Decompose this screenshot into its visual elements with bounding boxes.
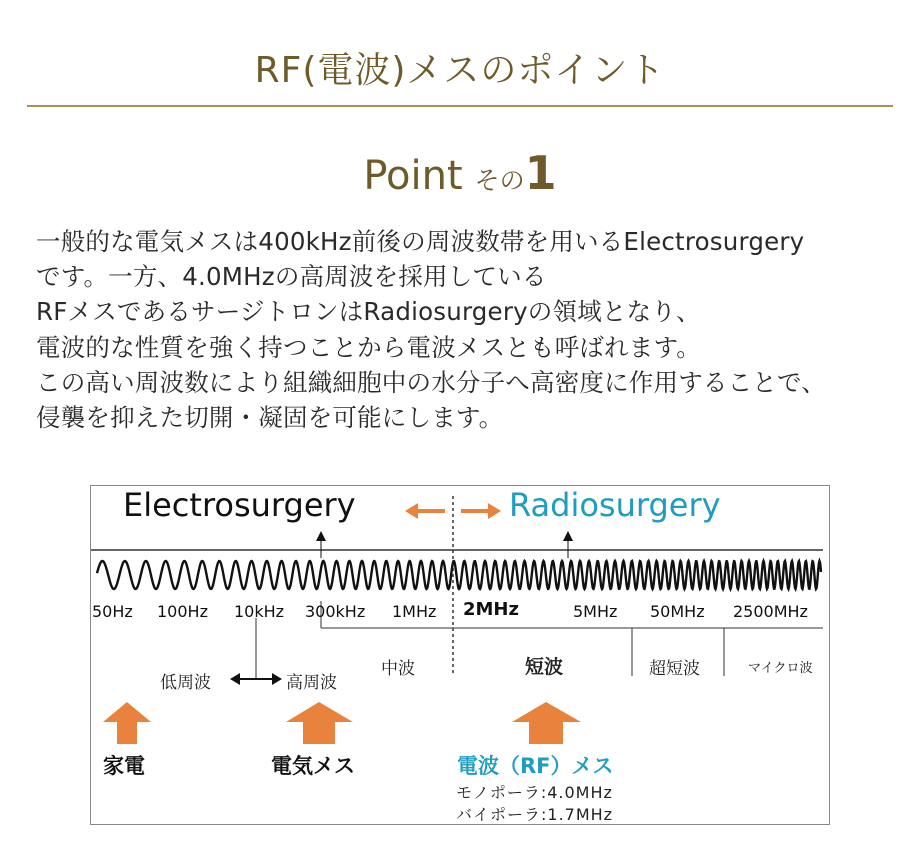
body-paragraph	[36, 224, 896, 435]
freq-label: 50Hz	[92, 602, 133, 621]
point-word: Point	[363, 153, 463, 199]
frequency-diagram	[90, 485, 830, 825]
monopolar-spec: モノポーラ:4.0MHz	[456, 783, 613, 802]
electrosurgery-arrow-icon	[286, 702, 353, 744]
band-low-frequency: 低周波	[160, 673, 211, 693]
freq-label: 300kHz	[305, 602, 366, 621]
freq-label: 100Hz	[157, 602, 208, 621]
title-divider	[27, 105, 893, 107]
body-line: 電波的な性質を強く持つことから電波メスとも呼ばれます。	[36, 332, 701, 362]
category-rf: 電波（RF）メス	[457, 754, 614, 778]
body-line: 侵襲を抑えた切開・凝固を可能にします。	[36, 403, 504, 433]
category-appliance: 家電	[103, 754, 145, 778]
band-medium-wave: 中波	[381, 659, 415, 679]
electrosurgery-label: Electrosurgery	[123, 486, 356, 524]
radiosurgery-pointer-icon	[563, 531, 573, 558]
category-electrosurgery: 電気メス	[271, 754, 355, 778]
band-microwave: マイクロ波	[748, 661, 813, 676]
electrosurgery-pointer-icon	[316, 531, 326, 558]
freq-label-bold: 2MHz	[463, 599, 519, 620]
body-line: です。一方、4.0MHzの高周波を採用している	[36, 262, 547, 292]
radiosurgery-label: Radiosurgery	[509, 486, 721, 524]
right-arrow-icon	[461, 503, 501, 519]
bipolar-spec: バイポーラ:1.7MHz	[456, 805, 614, 824]
point-number: 1	[524, 146, 557, 200]
point-heading	[0, 146, 920, 200]
freq-label: 5MHz	[573, 602, 618, 621]
rf-arrow-icon	[512, 702, 581, 744]
freq-label: 2500MHz	[733, 602, 808, 621]
appliance-arrow-icon	[103, 702, 151, 744]
body-line: この高い周波数により組織細胞中の水分子へ高密度に作用することで、	[36, 367, 826, 397]
freq-label: 10kHz	[234, 602, 285, 621]
freq-label: 50MHz	[650, 602, 705, 621]
point-sono: その	[474, 166, 525, 195]
body-line: RFメスであるサージトロンはRadiosurgeryの領域となり、	[36, 297, 701, 327]
band-short-wave: 短波	[525, 656, 564, 678]
band-ultra-short-wave: 超短波	[649, 659, 700, 679]
body-line: 一般的な電気メスは400kHz前後の周波数帯を用いるElectrosurgery	[36, 227, 805, 256]
freq-label: 1MHz	[392, 602, 437, 621]
left-arrow-icon	[405, 503, 445, 519]
band-high-frequency: 高周波	[286, 673, 337, 693]
frequency-wave	[97, 561, 821, 589]
page-title: RF(電波)メスのポイント	[254, 50, 666, 91]
